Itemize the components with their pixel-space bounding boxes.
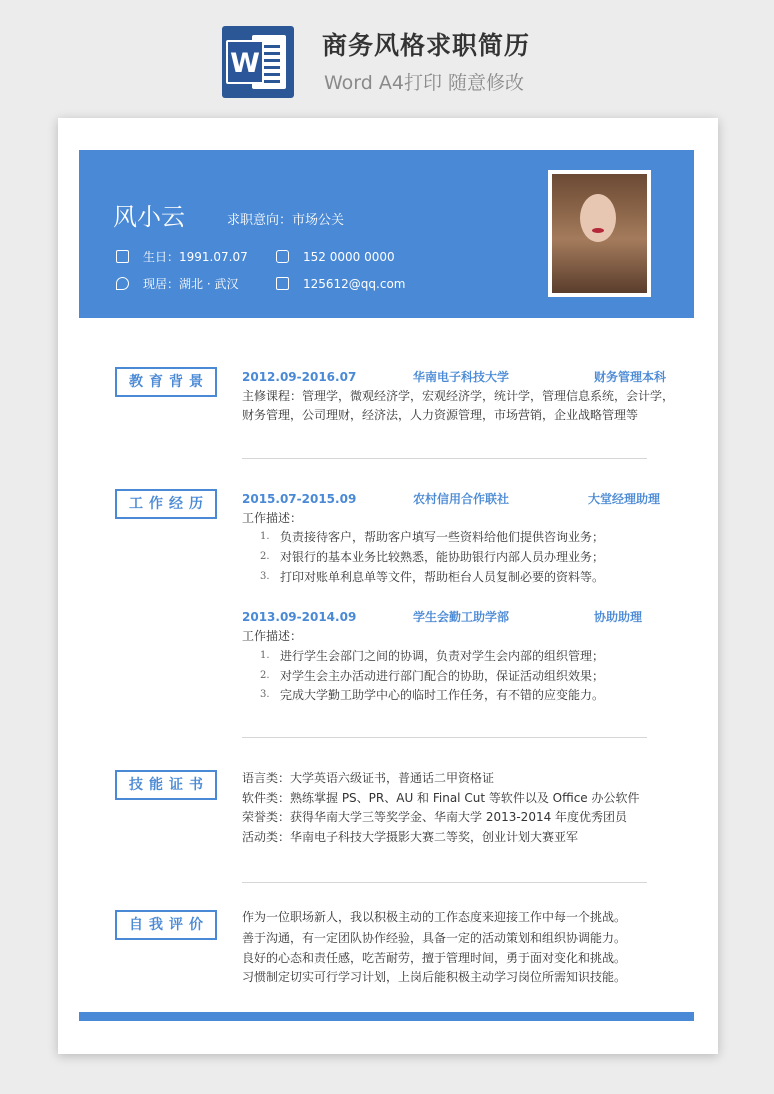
section-divider (242, 882, 647, 883)
job-org: 学生会勤工助学部 (413, 610, 510, 624)
skill-line: 软件类：熟练掌握 PS、PR、AU 和 Final Cut 等软件以及 Office 办公软件 (242, 791, 640, 805)
job-desc-label: 工作描述： (242, 511, 303, 525)
banner-title: 商务风格求职简历 (322, 31, 531, 60)
job-title: 大堂经理助理 (588, 492, 661, 506)
phone-icon (276, 250, 289, 263)
job-intent: 求职意向：市场公关 (227, 213, 345, 228)
skills-section-label: 技能证书 (115, 770, 217, 800)
footer-bar (79, 1012, 694, 1021)
education-courses-cont: 财务管理，公司理财，经济法，人力资源管理，市场营销，企业战略管理等 (242, 408, 639, 422)
skill-line: 活动类：华南电子科技大学摄影大赛二等奖，创业计划大赛亚军 (242, 830, 579, 844)
education-courses: 主修课程：管理学，微观经济学，宏观经济学，统计学，管理信息系统，会计学， (242, 389, 675, 403)
mail-icon (276, 277, 289, 290)
word-app-icon (222, 26, 294, 98)
self-eval-line: 作为一位职场新人，我以积极主动的工作态度来迎接工作中每一个挑战。 (242, 910, 627, 924)
list-item: 进行学生会部门之间的协调，负责对学生会内部的组织管理； (280, 649, 605, 663)
candidate-name: 风小云 (113, 203, 185, 231)
self-eval-line: 善于沟通，有一定团队协作经验，具备一定的活动策划和组织协调能力。 (242, 931, 627, 945)
education-degree: 财务管理本科 (594, 370, 667, 384)
resume-page (58, 118, 718, 1054)
self-eval-section-label: 自我评价 (115, 910, 217, 940)
job-period: 2015.07-2015.09 (242, 492, 357, 506)
resume-header (79, 150, 694, 318)
profile-photo (548, 170, 651, 297)
self-eval-line: 习惯制定切实可行学习计划，上岗后能积极主动学习岗位所需知识技能。 (242, 970, 627, 984)
section-divider (242, 737, 647, 738)
list-number: 3. (260, 571, 270, 582)
list-item: 打印对账单利息单等文件，帮助柜台人员复制必要的资料等。 (280, 570, 605, 584)
education-section-label: 教育背景 (115, 367, 217, 397)
list-item: 对学生会主办活动进行部门配合的协助，保证活动组织效果； (280, 669, 605, 683)
list-item: 完成大学勤工助学中心的临时工作任务，有不错的应变能力。 (280, 688, 605, 702)
list-item: 对银行的基本业务比较熟悉，能协助银行内部人员办理业务； (280, 550, 605, 564)
work-section-label: 工作经历 (115, 489, 217, 519)
email-text: 125612@qq.com (303, 277, 406, 291)
job-desc-label: 工作描述： (242, 629, 303, 643)
location-pin-icon (116, 277, 129, 290)
job-period: 2013.09-2014.09 (242, 610, 357, 624)
location-text: 现居：湖北 · 武汉 (143, 277, 239, 291)
word-logo-letter: W (226, 40, 264, 84)
list-number: 1. (260, 650, 270, 661)
calendar-icon (116, 250, 129, 263)
list-item: 负责接待客户，帮助客户填写一些资料给他们提供咨询业务； (280, 530, 605, 544)
job-title: 协助助理 (594, 610, 643, 624)
job-org: 农村信用合作联社 (413, 492, 510, 506)
banner-subtitle: Word A4打印 随意修改 (324, 72, 525, 94)
section-divider (242, 458, 647, 459)
education-school: 华南电子科技大学 (413, 370, 510, 384)
phone-text: 152 0000 0000 (303, 250, 395, 264)
list-number: 2. (260, 670, 270, 681)
self-eval-line: 良好的心态和责任感，吃苦耐劳，擅于管理时间，勇于面对变化和挑战。 (242, 951, 627, 965)
skill-line: 荣誉类：获得华南大学三等奖学金、华南大学 2013-2014 年度优秀团员 (242, 810, 628, 824)
list-number: 2. (260, 551, 270, 562)
list-number: 3. (260, 689, 270, 700)
skill-line: 语言类：大学英语六级证书，普通话二甲资格证 (242, 771, 495, 785)
list-number: 1. (260, 531, 270, 542)
education-period: 2012.09-2016.07 (242, 370, 357, 384)
promo-banner (0, 0, 774, 118)
birthday-text: 生日：1991.07.07 (143, 250, 248, 264)
